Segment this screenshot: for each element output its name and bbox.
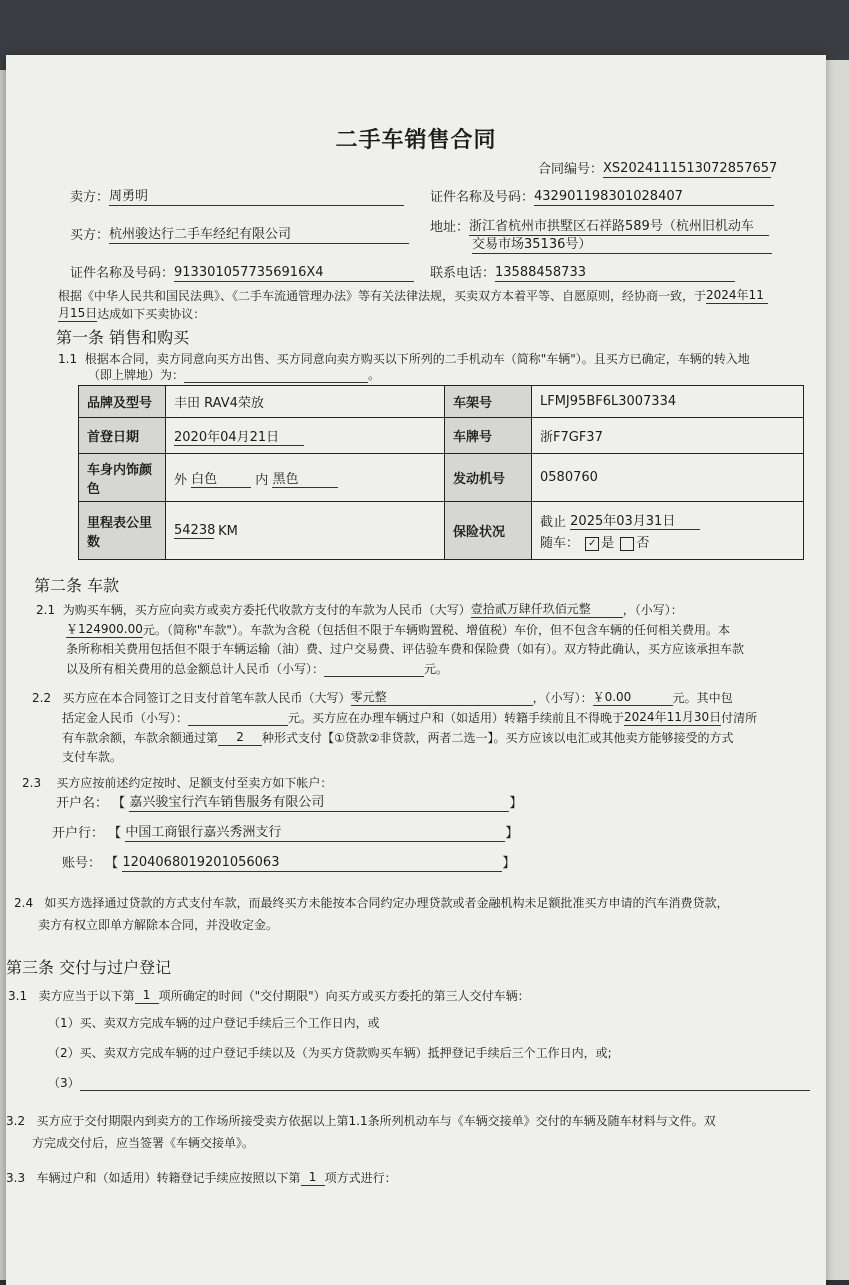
clause-number: 3.2 xyxy=(6,1114,26,1128)
clause-2-1-line2 xyxy=(66,621,730,638)
vin-label: 车架号 xyxy=(445,386,532,418)
exterior-color: 白色 xyxy=(191,468,251,488)
clause-text: ，（小写）： xyxy=(622,603,683,617)
plate-label: 车牌号 xyxy=(445,418,532,454)
clause-2-4-line2: 卖方有权立即单方解除本合同，并没收定金。 xyxy=(38,918,279,932)
clause-3-1 xyxy=(8,987,530,1004)
seller-id-label: 证件名称及号码： xyxy=(430,190,535,205)
first-payment-lowercase: ￥0.00 xyxy=(593,689,673,706)
article-2-heading: 第二条 车款 xyxy=(34,576,120,595)
total-amount xyxy=(324,661,424,677)
address-row xyxy=(430,219,769,236)
clause-3-2 xyxy=(6,1113,716,1129)
account-name-row xyxy=(56,795,522,812)
clause-3-1-item-3 xyxy=(48,1075,810,1091)
insurance-prefix: 截止 xyxy=(540,515,567,530)
clause-text: 车辆过户和（如适用）转籍登记手续应按照以下第 xyxy=(36,1171,301,1185)
address-row-2 xyxy=(472,237,772,254)
preamble xyxy=(58,287,768,304)
account-number-label: 账号： xyxy=(62,856,102,871)
clause-text: 元。 xyxy=(424,662,449,676)
phone: 13588458733 xyxy=(495,265,735,282)
clause-text: （即上牌地）为： xyxy=(88,368,185,382)
insurance-date-line xyxy=(540,510,795,530)
contract-page xyxy=(6,55,826,1285)
clause-text: 以及所有相关费用的总金额总计人民币（小写）： xyxy=(66,662,325,676)
vin-value: LFMJ95BF6L3007334 xyxy=(532,386,804,418)
bracket-right: 】 xyxy=(509,796,523,811)
preamble-2 xyxy=(58,305,205,322)
clause-2-2-line4: 支付车款。 xyxy=(62,750,123,764)
clause-text: 元。（简称"车款"）。车款为含税（包括但不限于车辆购置税、增值税）车价，但不包含车辆的任何相关费用。本 xyxy=(142,623,730,637)
seller-id-row xyxy=(430,189,774,206)
clause-2-1-line3: 条所称相关费用包括但不限于车辆运输（油）费、过户交易费、评估验车费和保险费（如有）。双方特此确认，买方应该承担车款 xyxy=(66,642,745,656)
clause-2-1 xyxy=(36,601,683,618)
clause-text: ，（小写）： xyxy=(532,691,593,705)
clause-text: 买方应在本合同签订之日支付首笔车款人民币（大写） xyxy=(62,691,351,705)
account-bank-label: 开户行： xyxy=(52,826,105,841)
final-payment-date: 2024年11月30日 xyxy=(624,710,722,724)
clause-1-1 xyxy=(58,351,750,367)
account-name-label: 开户名： xyxy=(56,796,109,811)
address-line-1: 浙江省杭州市拱墅区石祥路589号（杭州旧机动车 xyxy=(469,219,769,236)
clause-text: 种形式支付【①贷款②非贷款，两者二选一】。买方应该以电汇或其他卖方能够接受的方式 xyxy=(262,731,734,745)
clause-2-4 xyxy=(14,895,729,911)
preamble-text: 根据《中华人民共和国民法典》、《二手车流通管理办法》等有关法律法规，买卖双方本着平等、自愿原则，经协商一致，于 xyxy=(58,289,707,303)
buyer-label: 买方： xyxy=(70,228,110,243)
insurance-follow-line xyxy=(540,532,795,551)
interior-prefix: 内 xyxy=(255,472,269,488)
mileage-unit: KM xyxy=(218,523,238,539)
clause-text: 根据本合同，卖方同意向买方出售、买方同意向卖方购买以下所列的二手机动车（简称"车辆"）。且买方已确定，车辆的转入地 xyxy=(84,352,750,366)
table-row xyxy=(79,454,804,502)
clause-text: 买方应于交付期限内到卖方的工作场所接受卖方依据以上第1.1条所列机动车与《车辆交接单》交付的车辆及随车材料与文件。双 xyxy=(36,1114,716,1128)
seller-label: 卖方： xyxy=(70,190,110,205)
engine-value: 0580760 xyxy=(532,454,804,502)
preamble-date-b: 月15日 xyxy=(58,306,98,320)
bracket-left: 【 xyxy=(112,796,126,811)
clause-text: 付清所 xyxy=(721,711,758,725)
vehicle-table xyxy=(78,385,804,560)
clause-3-1-item-2: （2）买、卖双方完成车辆的过户登记手续以及（为买方贷款购买车辆）抵押登记手续后三个工作日内，或; xyxy=(48,1046,612,1060)
clause-2-3 xyxy=(22,775,332,791)
clause-3-3 xyxy=(6,1169,397,1186)
bracket-left: 【 xyxy=(105,856,119,871)
phone-label: 联系电话： xyxy=(430,266,496,281)
mileage-label: 里程表公里数 xyxy=(79,502,166,560)
buyer-id: 91330105773569​16X4 xyxy=(174,265,414,282)
plate-value: 浙F7GF37 xyxy=(532,418,804,454)
clause-text: 为购买车辆，买方应向卖方或卖方委托代收款方支付的车款为人民币（大写） xyxy=(62,603,471,617)
bracket-right: 】 xyxy=(505,826,519,841)
contract-number-row xyxy=(538,161,778,178)
clause-number: 3.1 xyxy=(8,989,28,1003)
contract-number-label: 合同编号： xyxy=(538,162,604,177)
clause-text: 项所确定的时间（"交付期限"）向买方或买方委托的第三人交付车辆： xyxy=(158,989,530,1003)
yes-checkbox-checked: ✓ xyxy=(585,537,599,551)
clause-number: 2.3 xyxy=(22,776,42,790)
clause-number: 2.1 xyxy=(36,603,56,617)
interior-color: 黑色 xyxy=(272,468,338,488)
clause-number: 2.2 xyxy=(32,691,52,705)
address-label: 地址： xyxy=(430,220,470,235)
article-1-heading: 第一条 销售和购买 xyxy=(56,328,190,347)
clause-text: 买方应按前述约定按时、足额支付至卖方如下帐户： xyxy=(56,776,333,790)
custom-delivery-term xyxy=(80,1075,810,1091)
clause-1-1-line2: （即上牌地）为： 。 xyxy=(88,368,381,382)
insurance-cell xyxy=(532,502,804,560)
insurance-label: 保险状况 xyxy=(445,502,532,560)
clause-number: 2.4 xyxy=(14,896,34,910)
bracket-left: 【 xyxy=(108,826,122,841)
clause-2-2 xyxy=(32,689,733,706)
price-uppercase: 壹拾贰万肆仟玖佰元整 xyxy=(471,601,623,618)
engine-label: 发动机号 xyxy=(445,454,532,502)
no-label: 否 xyxy=(636,536,650,551)
account-bank-row xyxy=(52,825,518,842)
contract-number: XS20241115130728576​57 xyxy=(603,161,778,176)
delivery-option: 1 xyxy=(135,987,159,1004)
clause-2-1-line4 xyxy=(66,661,448,677)
table-row xyxy=(79,502,804,560)
brand-label: 品牌及型号 xyxy=(79,386,166,418)
deposit-amount xyxy=(188,710,288,726)
yes-label: 是 xyxy=(601,536,615,551)
insurance-date: 2025年03月31日 xyxy=(570,510,700,530)
buyer-id-label: 证件名称及号码： xyxy=(70,266,175,281)
color-cell xyxy=(166,454,445,502)
phone-row xyxy=(430,265,735,282)
exterior-prefix: 外 xyxy=(174,472,188,488)
reg-date-value: 2020年04月21日 xyxy=(174,426,304,446)
mileage-cell xyxy=(166,502,445,560)
seller-row xyxy=(70,189,404,206)
reg-date-cell xyxy=(166,418,445,454)
address-line-2: 交易市场35136号） xyxy=(472,237,772,254)
transfer-option: 1 xyxy=(301,1169,325,1186)
seller-name: 周勇明 xyxy=(109,189,404,206)
clause-number: 1.1 xyxy=(58,352,78,366)
seller-id: 432901198301028407 xyxy=(534,189,774,206)
clause-text: 项方式进行： xyxy=(324,1171,397,1185)
mileage-value: 54238 xyxy=(174,522,216,538)
bracket-right: 】 xyxy=(502,856,516,871)
clause-text: 卖方应当于以下第 xyxy=(38,989,135,1003)
brand-value: 丰田 RAV4荣放 xyxy=(166,386,445,418)
preamble-text-2: 达成如下买卖协议： xyxy=(97,307,206,321)
clause-text: 括定金人民币（小写）： xyxy=(62,711,189,725)
insurance-follow-label: 随车： xyxy=(540,536,580,551)
clause-text: 如买方选择通过贷款的方式支付车款，而最终买方未能按本合同约定办理贷款或者金融机构未足额批准买方申请的汽车消费贷款， xyxy=(44,896,729,910)
clause-number: 3.3 xyxy=(6,1171,26,1185)
clause-2-2-line3 xyxy=(62,729,734,746)
table-row xyxy=(79,386,804,418)
registration-place xyxy=(184,367,368,383)
price-lowercase: ￥124900.00 xyxy=(66,622,143,636)
reg-date-label: 首登日期 xyxy=(79,418,166,454)
clause-2-2-line2 xyxy=(62,709,757,726)
no-checkbox xyxy=(620,537,634,551)
clause-3-2-line2: 方完成交付后，应当签署《车辆交接单》。 xyxy=(32,1136,255,1150)
account-bank: 中国工商银行嘉兴秀洲支行 xyxy=(125,825,505,842)
preamble-date-a: 2024年11 xyxy=(706,287,768,304)
clause-text: 有车款余额，车款余额通过第 xyxy=(62,731,219,745)
buyer-id-row xyxy=(70,265,414,282)
buyer-name: 杭州骏达行二手车经纪有限公司 xyxy=(109,227,409,244)
table-row xyxy=(79,418,804,454)
document-title: 二手车销售合同 xyxy=(335,128,497,153)
article-3-heading: 第三条 交付与过户登记 xyxy=(6,958,172,977)
account-number: 1204068019201056063 xyxy=(122,855,502,872)
clause-text: 元。买方应在办理车辆过户和（如适用）转籍手续前且不得晚于 xyxy=(288,711,625,725)
first-payment-uppercase: 零元整 xyxy=(351,689,533,706)
payment-option: 2 xyxy=(218,729,262,746)
clause-text: （3） xyxy=(48,1076,80,1090)
clause-text: 元。其中包 xyxy=(672,691,733,705)
color-label: 车身内饰颜色 xyxy=(79,454,166,502)
clause-3-1-item-1: （1）买、卖双方完成车辆的过户登记手续后三个工作日内，或 xyxy=(48,1016,380,1030)
buyer-row xyxy=(70,227,409,244)
account-number-row xyxy=(62,855,515,872)
account-name: 嘉兴骏宝行汽车销售服务有限公司 xyxy=(129,795,509,812)
